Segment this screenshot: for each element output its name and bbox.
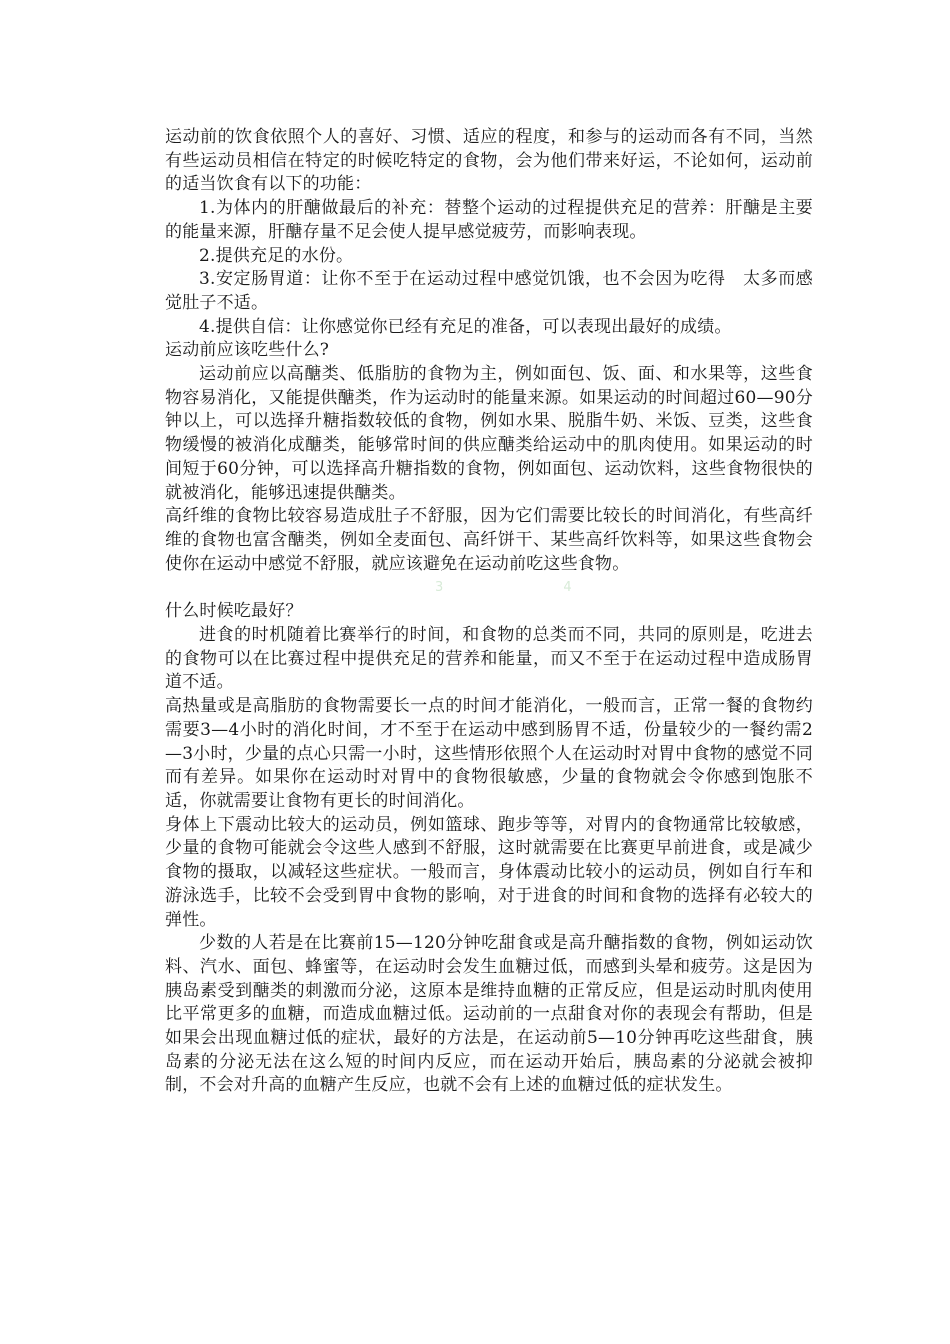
paragraph-digestion-time: 高热量或是高脂肪的食物需要长一点的时间才能消化，一般而言，正常一餐的食物约需要3—4小时的消化时间，才不至于在运动中感到肠胃不适，份量较少的一餐约需2—3小时，少量的点心只需一小时，这些情形依照个人在运动时对胃中食物的感觉不同而有差异。如果你在运动时对胃中的食物很敏感，少量的食物就会令你感到饱胀不适，你就需要让食物有更长的时间消化。 (165, 696, 813, 811)
paragraph-high-carb: 运动前应以高醣类、低脂肪的食物为主，例如面包、饭、面、和水果等，这些食物容易消化，又能提供醣类，作为运动时的能量来源。如果运动的时间超过60—90分钟以上，可以选择升糖指数较低的食物，例如水果、脱脂牛奶、米饭、豆类，这些食物缓慢的被消化成醣类，能够常时间的供应醣类给运动中的肌肉使用。如果运动的时间短于60分钟，可以选择高升糖指数的食物，例如面包、运动饮料，这些食物很快的就被消化，能够迅速提供醣类。 (165, 364, 813, 503)
paragraph-function-4: 4.提供自信：让你感觉你已经有充足的准备，可以表现出最好的成绩。 (199, 316, 732, 337)
paragraph-function-1: 1.为体内的肝醣做最后的补充：替整个运动的过程提供充足的营养：肝醣是主要的能量来源，肝醣存量不足会使人提早感觉疲劳，而影响表现。 (165, 198, 813, 242)
section-spacer (165, 576, 813, 600)
paragraph-timing: 进食的时机随着比赛举行的时间，和食物的总类而不同，共同的原则是，吃进去的食物可以在比赛过程中提供充足的营养和能量，而又不至于在运动过程中造成肠胃道不适。 (165, 625, 813, 693)
paragraph-blood-sugar: 少数的人若是在比赛前15—120分钟吃甜食或是高升醣指数的食物，例如运动饮料、汽水、面包、蜂蜜等，在运动时会发生血糖过低，而感到头晕和疲劳。这是因为胰岛素受到醣类的刺激而分泌，这原本是维持血糖的正常反应，但是运动时肌肉使用比平常更多的血糖，而造成血糖过低。运动前的一点甜食对你的表现会有帮助，但是如果会出现血糖过低的症状，最好的方法是，在运动前5—10分钟再吃这些甜食，胰岛素的分泌无法在这么短的时间内反应，而在运动开始后，胰岛素的分泌就会被抑制，不会对升高的血糖产生反应，也就不会有上述的血糖过低的症状发生。 (165, 933, 813, 1096)
page-watermark: 3 4 (435, 580, 630, 596)
section-heading-when-to-eat: 什么时候吃最好？ (165, 601, 303, 622)
paragraph-function-2: 2.提供充足的水份。 (199, 245, 354, 266)
document-body (165, 126, 813, 1098)
paragraph-function-3: 3.安定肠胃道：让你不至于在运动过程中感觉饥饿，也不会因为吃得 太多而感觉肚子不适。 (165, 269, 813, 313)
paragraph-intro: 运动前的饮食依照个人的喜好、习惯、适应的程度，和参与的运动而各有不同，当然有些运动员相信在特定的时候吃特定的食物，会为他们带来好运，不论如何，运动前的适当饮食有以下的功能： (165, 127, 813, 195)
paragraph-high-fiber: 高纤维的食物比较容易造成肚子不舒服，因为它们需要比较长的时间消化，有些高纤维的食物也富含醣类，例如全麦面包、高纤饼干、某些高纤饮料等，如果这些食物会使你在运动中感觉不舒服，就应该避免在运动前吃这些食物。 (165, 506, 813, 574)
section-heading-what-to-eat: 运动前应该吃些什么? (165, 340, 330, 361)
paragraph-vibration-athletes: 身体上下震动比较大的运动员，例如篮球、跑步等等，对胃内的食物通常比较敏感，少量的食物可能就会令这些人感到不舒服，这时就需要在比赛更早前进食，或是减少食物的摄取，以减轻这些症状。一般而言，身体震动比较小的运动员，例如自行车和游泳选手，比较不会受到胃中食物的影响，对于进食的时间和食物的选择有必较大的弹性。 (165, 814, 813, 930)
